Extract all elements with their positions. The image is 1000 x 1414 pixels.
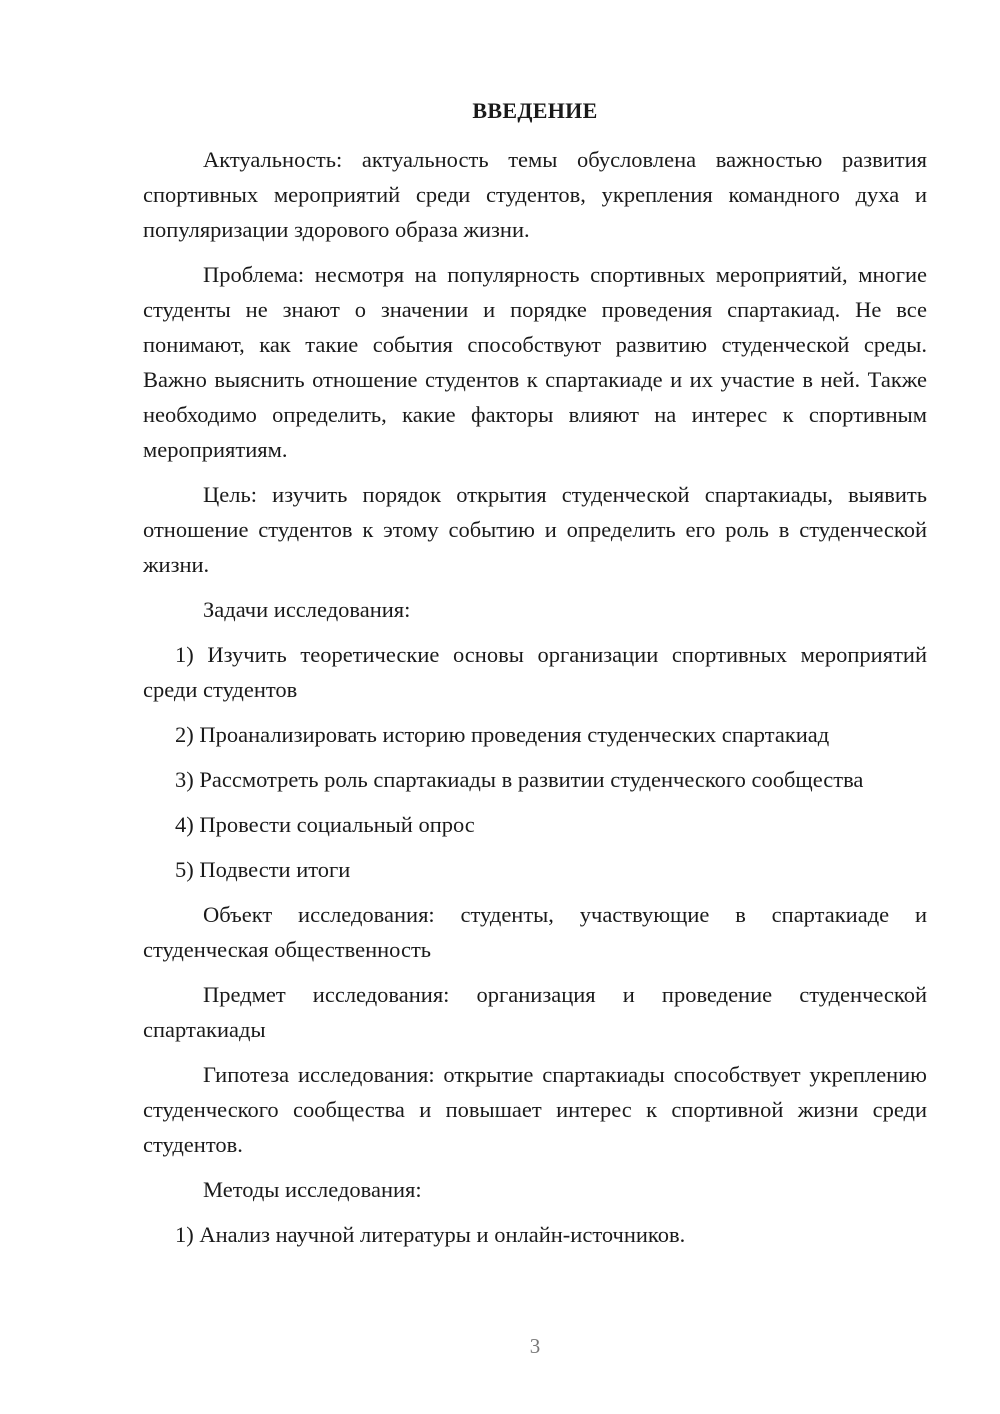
list-item-task-3: 3) Рассмотреть роль спартакиады в развитии студенческого сообщества [175,767,864,792]
page-number: 3 [529,1334,541,1358]
list-item-task-1: 1) Изучить теоретические основы организации спортивных мероприятий среди студентов [143,642,927,702]
paragraph-tasks-heading: Задачи исследования: [203,597,411,622]
list-item-task-5: 5) Подвести итоги [175,857,351,882]
page-title: ВВЕДЕНИЕ [472,98,598,123]
paragraph-methods-heading: Методы исследования: [203,1177,422,1202]
document-body [143,142,927,1262]
paragraph-subject: Предмет исследования: организация и проведение студенческой спартакиады [143,982,927,1042]
list-item-task-4: 4) Провести социальный опрос [175,812,475,837]
paragraph-problem: Проблема: несмотря на популярность спортивных мероприятий, многие студенты не знают о значении и порядке проведения спартакиад. Не все понимают, как такие события способствуют развитию студенческой среды. Важно выяснить отношение студентов к спартакиаде и их участие в ней. Также необходимо определить, какие факторы влияют на интерес к спортивным мероприятиям. [143,262,927,462]
list-item-task-2: 2) Проанализировать историю проведения студенческих спартакиад [175,722,830,747]
list-item-method-1: 1) Анализ научной литературы и онлайн-источников. [175,1222,686,1247]
paragraph-hypothesis: Гипотеза исследования: открытие спартакиады способствует укреплению студенческого сообщества и повышает интерес к спортивной жизни среди студентов. [143,1062,927,1157]
document-page [143,0,927,1414]
paragraph-goal: Цель: изучить порядок открытия студенческой спартакиады, выявить отношение студентов к этому событию и определить его роль в студенческой жизни. [143,482,927,577]
paragraph-object: Объект исследования: студенты, участвующие в спартакиаде и студенческая общественность [143,902,927,962]
paragraph-relevance: Актуальность: актуальность темы обусловлена важностью развития спортивных мероприятий среди студентов, укрепления командного духа и популяризации здорового образа жизни. [143,147,927,242]
